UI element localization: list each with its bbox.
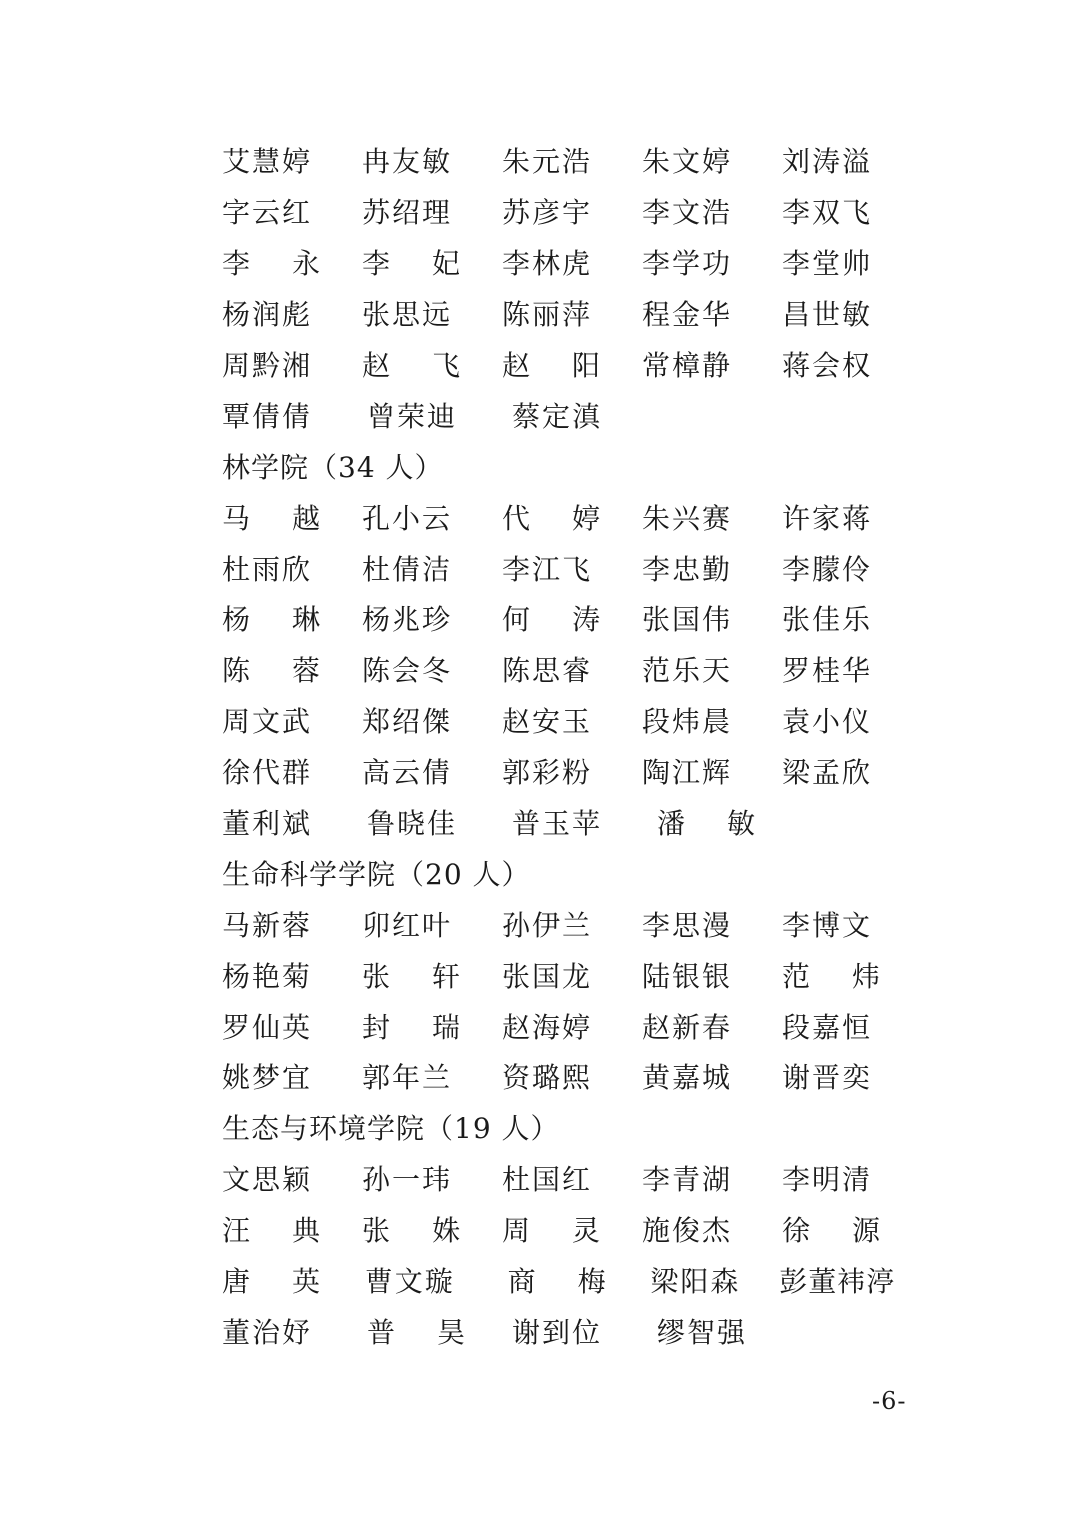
name-row xyxy=(222,898,922,949)
name-row xyxy=(222,1204,922,1255)
person-name: 李堂帅 xyxy=(782,247,873,281)
name-list xyxy=(222,135,922,1356)
person-name: 罗桂华 xyxy=(782,654,873,688)
name-row xyxy=(222,186,922,237)
person-name: 曾荣迪 xyxy=(367,399,458,433)
person-name: 普 昊 xyxy=(367,1315,466,1349)
person-name: 朱文婷 xyxy=(642,145,733,179)
person-name: 董治妤 xyxy=(222,1315,313,1349)
person-name: 高云倩 xyxy=(362,756,453,790)
person-name: 梁孟欣 xyxy=(782,756,873,790)
person-name: 李明清 xyxy=(782,1163,873,1197)
person-name: 陈 蓉 xyxy=(222,654,321,688)
person-name: 周 灵 xyxy=(502,1214,601,1248)
person-name: 徐 源 xyxy=(782,1214,881,1248)
person-name: 昌世敏 xyxy=(782,298,873,332)
person-name: 张 姝 xyxy=(362,1214,461,1248)
person-name: 李博文 xyxy=(782,908,873,942)
person-name: 朱兴赛 xyxy=(642,501,733,535)
person-name: 赵海婷 xyxy=(502,1010,593,1044)
person-name: 张国伟 xyxy=(642,603,733,637)
person-name: 郭彩粉 xyxy=(502,756,593,790)
person-name: 张国龙 xyxy=(502,959,593,993)
person-name: 陈会冬 xyxy=(362,654,453,688)
section-heading: 生命科学学院（20 人） xyxy=(222,857,531,891)
name-row xyxy=(222,949,922,1000)
name-row xyxy=(222,135,922,186)
person-name: 李林虎 xyxy=(502,247,593,281)
person-name: 杜国红 xyxy=(502,1163,593,1197)
person-name: 苏彦宇 xyxy=(502,196,593,230)
section-heading: 生态与环境学院（19 人） xyxy=(222,1112,560,1146)
person-name: 赵安玉 xyxy=(502,705,593,739)
person-name: 常樟静 xyxy=(642,349,733,382)
person-name: 谢到位 xyxy=(512,1315,603,1349)
person-name: 周黔湘 xyxy=(222,349,313,382)
person-name: 罗仙英 xyxy=(222,1010,313,1044)
name-row xyxy=(222,288,922,339)
person-name: 陈丽萍 xyxy=(502,298,593,332)
person-name: 普玉苹 xyxy=(512,807,603,841)
person-name: 刘涛溢 xyxy=(782,145,873,179)
person-name: 程金华 xyxy=(642,298,733,332)
person-name: 马 越 xyxy=(222,501,321,535)
person-name: 赵新春 xyxy=(642,1010,733,1044)
person-name: 许家蒋 xyxy=(782,501,873,535)
person-name: 赵 阳 xyxy=(502,349,601,382)
person-name: 李江飞 xyxy=(502,552,593,586)
person-name: 段炜晨 xyxy=(642,705,733,739)
person-name: 孙一玮 xyxy=(362,1163,453,1197)
person-name: 李思漫 xyxy=(642,908,733,942)
person-name: 董利斌 xyxy=(222,807,313,841)
person-name: 覃倩倩 xyxy=(222,399,313,433)
name-row xyxy=(222,1255,922,1306)
person-name: 孙伊兰 xyxy=(502,908,593,942)
person-name: 施俊杰 xyxy=(642,1214,733,1248)
person-name: 文思颖 xyxy=(222,1163,313,1197)
person-name: 马新蓉 xyxy=(222,908,313,942)
page-number: -6- xyxy=(872,1387,907,1415)
person-name: 李文浩 xyxy=(642,196,733,230)
person-name: 缪智强 xyxy=(657,1315,748,1349)
name-row xyxy=(222,1051,922,1102)
person-name: 代 婷 xyxy=(502,501,601,535)
person-name: 赵 飞 xyxy=(362,349,461,382)
person-name: 郑绍傑 xyxy=(362,705,453,739)
person-name: 蔡定滇 xyxy=(512,399,603,433)
person-name: 杨润彪 xyxy=(222,298,313,332)
person-name: 杨 琳 xyxy=(222,603,321,637)
person-name: 范乐天 xyxy=(642,654,733,688)
person-name: 字云红 xyxy=(222,196,313,230)
person-name: 鲁晓佳 xyxy=(367,807,458,841)
person-name: 谢晋奕 xyxy=(782,1061,873,1095)
person-name: 陶江辉 xyxy=(642,756,733,790)
person-name: 徐代群 xyxy=(222,756,313,790)
person-name: 孔小云 xyxy=(362,501,453,535)
person-name: 李双飞 xyxy=(782,196,873,230)
person-name: 李青湖 xyxy=(642,1163,733,1197)
person-name: 朱元浩 xyxy=(502,145,593,179)
person-name: 李忠勤 xyxy=(642,552,733,586)
person-name: 何 涛 xyxy=(502,603,601,637)
person-name: 潘 敏 xyxy=(657,807,756,841)
person-name: 卯红叶 xyxy=(362,908,453,942)
person-name: 苏绍理 xyxy=(362,196,453,230)
person-name: 杜雨欣 xyxy=(222,552,313,586)
person-name: 李 妃 xyxy=(362,247,461,281)
name-row xyxy=(222,1305,922,1356)
person-name: 李学功 xyxy=(642,247,733,281)
name-row xyxy=(222,695,922,746)
name-row xyxy=(222,644,922,695)
person-name: 资璐熙 xyxy=(502,1061,593,1095)
person-name: 袁小仪 xyxy=(782,705,873,739)
name-row xyxy=(222,389,922,440)
name-row xyxy=(222,1153,922,1204)
name-row xyxy=(222,593,922,644)
person-name: 彭董袆渟 xyxy=(779,1265,896,1299)
person-name: 杨兆珍 xyxy=(362,603,453,637)
person-name: 冉友敏 xyxy=(362,145,453,179)
name-row xyxy=(222,1000,922,1051)
person-name: 黄嘉城 xyxy=(642,1061,733,1095)
person-name: 商 梅 xyxy=(507,1265,606,1299)
person-name: 周文武 xyxy=(222,705,313,739)
name-row xyxy=(222,491,922,542)
person-name: 杜倩洁 xyxy=(362,552,453,586)
person-name: 张 轩 xyxy=(362,959,461,993)
name-row xyxy=(222,542,922,593)
person-name: 李朦伶 xyxy=(782,552,873,586)
person-name: 艾慧婷 xyxy=(222,145,313,179)
section-heading: 林学院（34 人） xyxy=(222,450,444,484)
person-name: 李 永 xyxy=(222,247,321,281)
person-name: 杨艳菊 xyxy=(222,959,313,993)
person-name: 陈思睿 xyxy=(502,654,593,688)
person-name: 梁阳森 xyxy=(650,1265,741,1299)
person-name: 蒋会权 xyxy=(782,349,873,382)
person-name: 陆银银 xyxy=(642,959,733,993)
person-name: 范 炜 xyxy=(782,959,881,993)
name-row xyxy=(222,339,922,390)
person-name: 郭年兰 xyxy=(362,1061,453,1095)
name-row xyxy=(222,746,922,797)
person-name: 段嘉恒 xyxy=(782,1010,873,1044)
name-row xyxy=(222,797,922,848)
person-name: 姚梦宜 xyxy=(222,1061,313,1095)
name-row xyxy=(222,237,922,288)
person-name: 曹文璇 xyxy=(364,1265,455,1299)
person-name: 封 瑞 xyxy=(362,1010,461,1044)
person-name: 汪 典 xyxy=(222,1214,321,1248)
person-name: 张佳乐 xyxy=(782,603,873,637)
person-name: 张思远 xyxy=(362,298,453,332)
person-name: 唐 英 xyxy=(222,1265,321,1299)
